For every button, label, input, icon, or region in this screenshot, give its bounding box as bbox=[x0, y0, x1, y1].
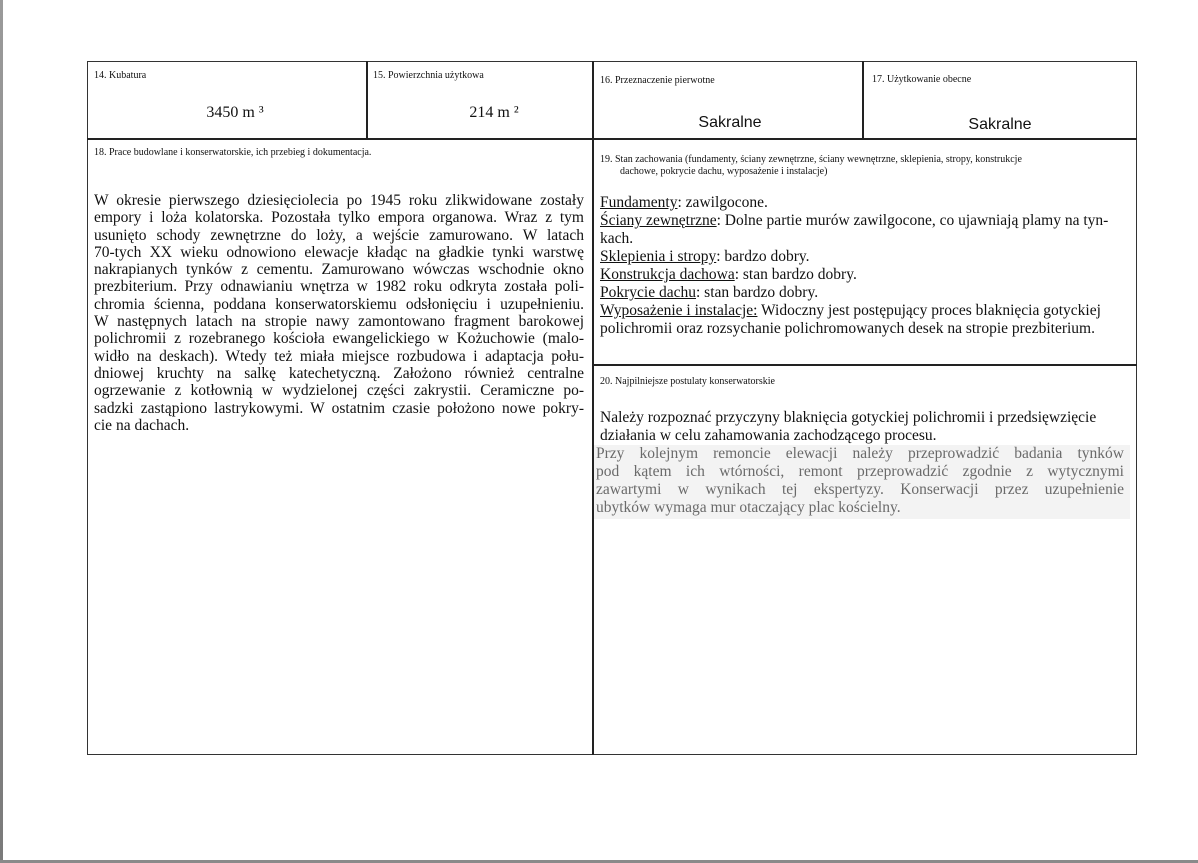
field-18-line: W okresie pierwszego dziesięciolecia po 1945 roku zlikwidowane zostały bbox=[94, 192, 584, 209]
field-20-text bbox=[600, 409, 1120, 445]
field-16-label: 16. Przeznaczenie pierwotne bbox=[600, 75, 715, 86]
condition-text: : zawilgocone. bbox=[677, 194, 768, 211]
field-16-value: Sakralne bbox=[698, 114, 762, 131]
field-18-line: widło na deskach). Wtedy też miała miejsce rozbudowa i adaptacja połu- bbox=[94, 347, 584, 365]
field-20-faded-line: ubytków wymaga mur otaczający plac kościelny. bbox=[596, 499, 901, 516]
field-18-line: prezbiterium. Przy odnawianiu wnętrza w 1982 roku odkryta została poli- bbox=[94, 278, 584, 296]
field-18-line: sadzki zastąpiono lastrykowymi. W ostatnim czasie położono nowe pokry- bbox=[94, 399, 584, 417]
condition-term: Pokrycie dachu bbox=[600, 284, 696, 301]
field-20-label: 20. Najpilniejsze postulaty konserwatorskie bbox=[600, 376, 775, 387]
field-20-faded-text bbox=[594, 445, 1130, 519]
condition-term: Ściany zewnętrzne bbox=[600, 212, 717, 229]
field-15-value: 214 m ² bbox=[469, 104, 519, 121]
field-14-value: 3450 m ³ bbox=[206, 104, 264, 121]
field-20-faded-line: Przy kolejnym remoncie elewacji należy przeprowadzić badania tynków bbox=[596, 445, 1124, 462]
field-18-line: polichromii z rozebranego kościoła ewangelickiego w Kożuchowie (malo- bbox=[94, 330, 584, 348]
condition-text: Widoczny jest postępujący proces blaknięcia gotyckiej bbox=[757, 302, 1101, 319]
field-19-label-line: dachowe, pokrycie dachu, wyposażenie i instalacje) bbox=[620, 166, 828, 177]
field-20-faded-line: zawartymi w wynikach tej ekspertyzy. Konserwacji przez uzupełnienie bbox=[596, 481, 1124, 498]
field-18-line: dniowej kruchty na salkę katechetyczną. Założono również centralne bbox=[94, 364, 584, 382]
condition-term: Konstrukcja dachowa bbox=[600, 266, 735, 283]
field-18-line: W następnych latach na stropie nawy zamontowano fragment barokowej bbox=[94, 313, 584, 331]
condition-text: kach. bbox=[600, 230, 634, 247]
field-20-faded-line: pod kątem ich wtórności, remont przeprowadzić zgodnie z wytycznymi bbox=[596, 463, 1124, 480]
field-19-label-line: 19. Stan zachowania (fundamenty, ściany zewnętrzne, ściany wewnętrzne, sklepienia, stropy, konstrukcje bbox=[600, 154, 1022, 165]
divider-16-17 bbox=[862, 61, 864, 139]
divider-15-16 bbox=[592, 61, 594, 755]
condition-text: : bardzo dobry. bbox=[716, 248, 810, 265]
condition-term: Sklepienia i stropy bbox=[600, 248, 717, 265]
condition-text: : stan bardzo dobry. bbox=[734, 266, 857, 283]
divider-14-15 bbox=[366, 61, 368, 139]
field-17-value: Sakralne bbox=[968, 116, 1032, 133]
field-14-label: 14. Kubatura bbox=[94, 70, 147, 81]
field-18-text bbox=[94, 192, 584, 434]
scan-edge bbox=[0, 0, 3, 863]
condition-term: Wyposażenie i instalacje: bbox=[600, 302, 758, 319]
field-18-line: empory i loża kolatorska. Pozostała tylko empora organowa. Wraz z tym bbox=[94, 209, 584, 227]
field-15-label: 15. Powierzchnia użytkowa bbox=[373, 70, 484, 81]
condition-text: : stan bardzo dobry. bbox=[695, 284, 819, 301]
field-20-line: działania w celu zahamowania zachodzącego procesu. bbox=[600, 427, 937, 444]
field-17-label: 17. Użytkowanie obecne bbox=[872, 74, 972, 85]
field-19-text bbox=[600, 194, 1130, 338]
field-18-line: nakrapianych tynków z cementu. Zamurowano wówczas wschodnie okno bbox=[94, 261, 584, 279]
divider-19-20 bbox=[592, 364, 1137, 366]
field-18-line: cie na dachach. bbox=[94, 416, 190, 434]
field-18-line: usunięto schody zewnętrzne do loży, a wejście zamurowano. W latach bbox=[94, 226, 584, 244]
field-18-label: 18. Prace budowlane i konserwatorskie, ich przebieg i dokumentacja. bbox=[94, 147, 372, 158]
field-18-line: ogrzewanie z kotłownią w wydzielonej części zakrystii. Ceramiczne po- bbox=[94, 382, 584, 400]
divider-top-row bbox=[87, 138, 1137, 140]
field-18-line: chromia ścienna, poddana konserwatorskiemu odsłonięciu i uzupełnieniu. bbox=[94, 295, 584, 313]
field-19-label bbox=[600, 154, 1130, 178]
condition-text: : Dolne partie murów zawilgocone, co ujawniają plamy na tyn- bbox=[716, 212, 1109, 229]
field-18-line: 70-tych XX wieku odnowiono elewacje kładąc na gładkie tynki warstwę bbox=[94, 243, 584, 261]
condition-text: polichromii oraz rozsychanie polichromowanych desek na stropie prezbiterium. bbox=[600, 320, 1095, 337]
field-20-line: Należy rozpoznać przyczyny blaknięcia gotyckiej polichromii i przedsięwzięcie bbox=[600, 409, 1097, 426]
condition-term: Fundamenty bbox=[600, 194, 678, 211]
